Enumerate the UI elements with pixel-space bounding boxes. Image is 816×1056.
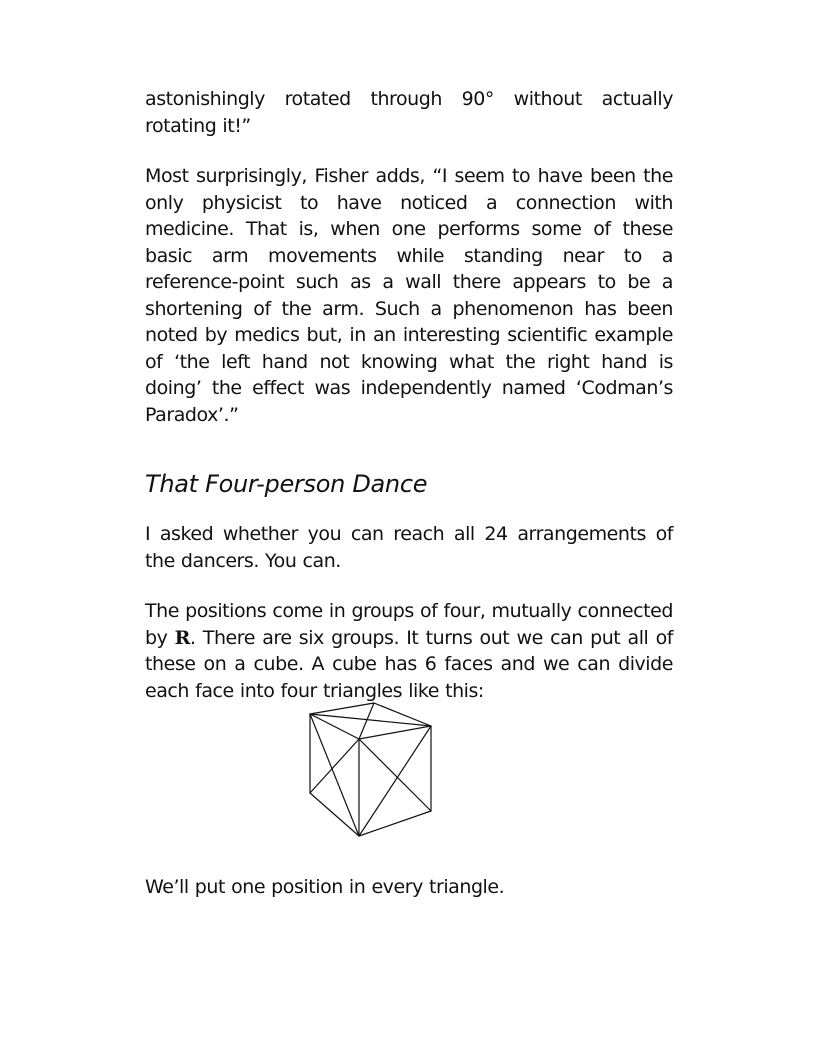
cube-triangulation-diagram — [309, 702, 433, 838]
top-diagonal-2 — [359, 703, 374, 739]
left-diagonal-2 — [310, 739, 359, 793]
right-diagonal-1 — [359, 739, 431, 811]
left-diagonal-1 — [310, 714, 359, 836]
symbol-r: R — [174, 626, 190, 649]
cube-edge-top-right — [359, 726, 431, 739]
right-diagonal-2 — [359, 726, 431, 836]
paragraph-arrangements: I asked whether you can reach all 24 arrangements of the dancers. You can. — [145, 523, 673, 572]
paragraph-one-position: We’ll put one position in every triangle. — [145, 876, 505, 898]
paragraph-fisher-quote: Most surprisingly, Fisher adds, “I seem to have been the only physicist to have noticed a connection with medicine. That is, when one performs some of these basic arm movements while standing near to a reference-point such as a wall there appears to be a shortening of the arm. Such a phenomenon has been noted by medics but, in an interesting scientific example of ‘the left hand not knowing what the right hand is doing’ the effect was independently named ‘Codman’s Paradox’.” — [145, 165, 673, 426]
document-body — [145, 86, 673, 704]
paragraph-groups-text-2: . There are six groups. It turns out we can put all of these on a cube. A cube has 6 faces and we can divide each face into four triangles like this: — [145, 626, 673, 702]
paragraph-groups-text-1: The positions come in groups of four, mutually connected by — [145, 600, 673, 649]
paragraph-rotation: astonishingly rotated through 90° without actually rotating it!” — [145, 88, 673, 137]
cube-lines — [310, 703, 431, 836]
section-heading: That Four-person Dance — [145, 470, 428, 498]
paragraph-groups — [145, 598, 673, 704]
top-diagonal-1 — [310, 714, 431, 726]
